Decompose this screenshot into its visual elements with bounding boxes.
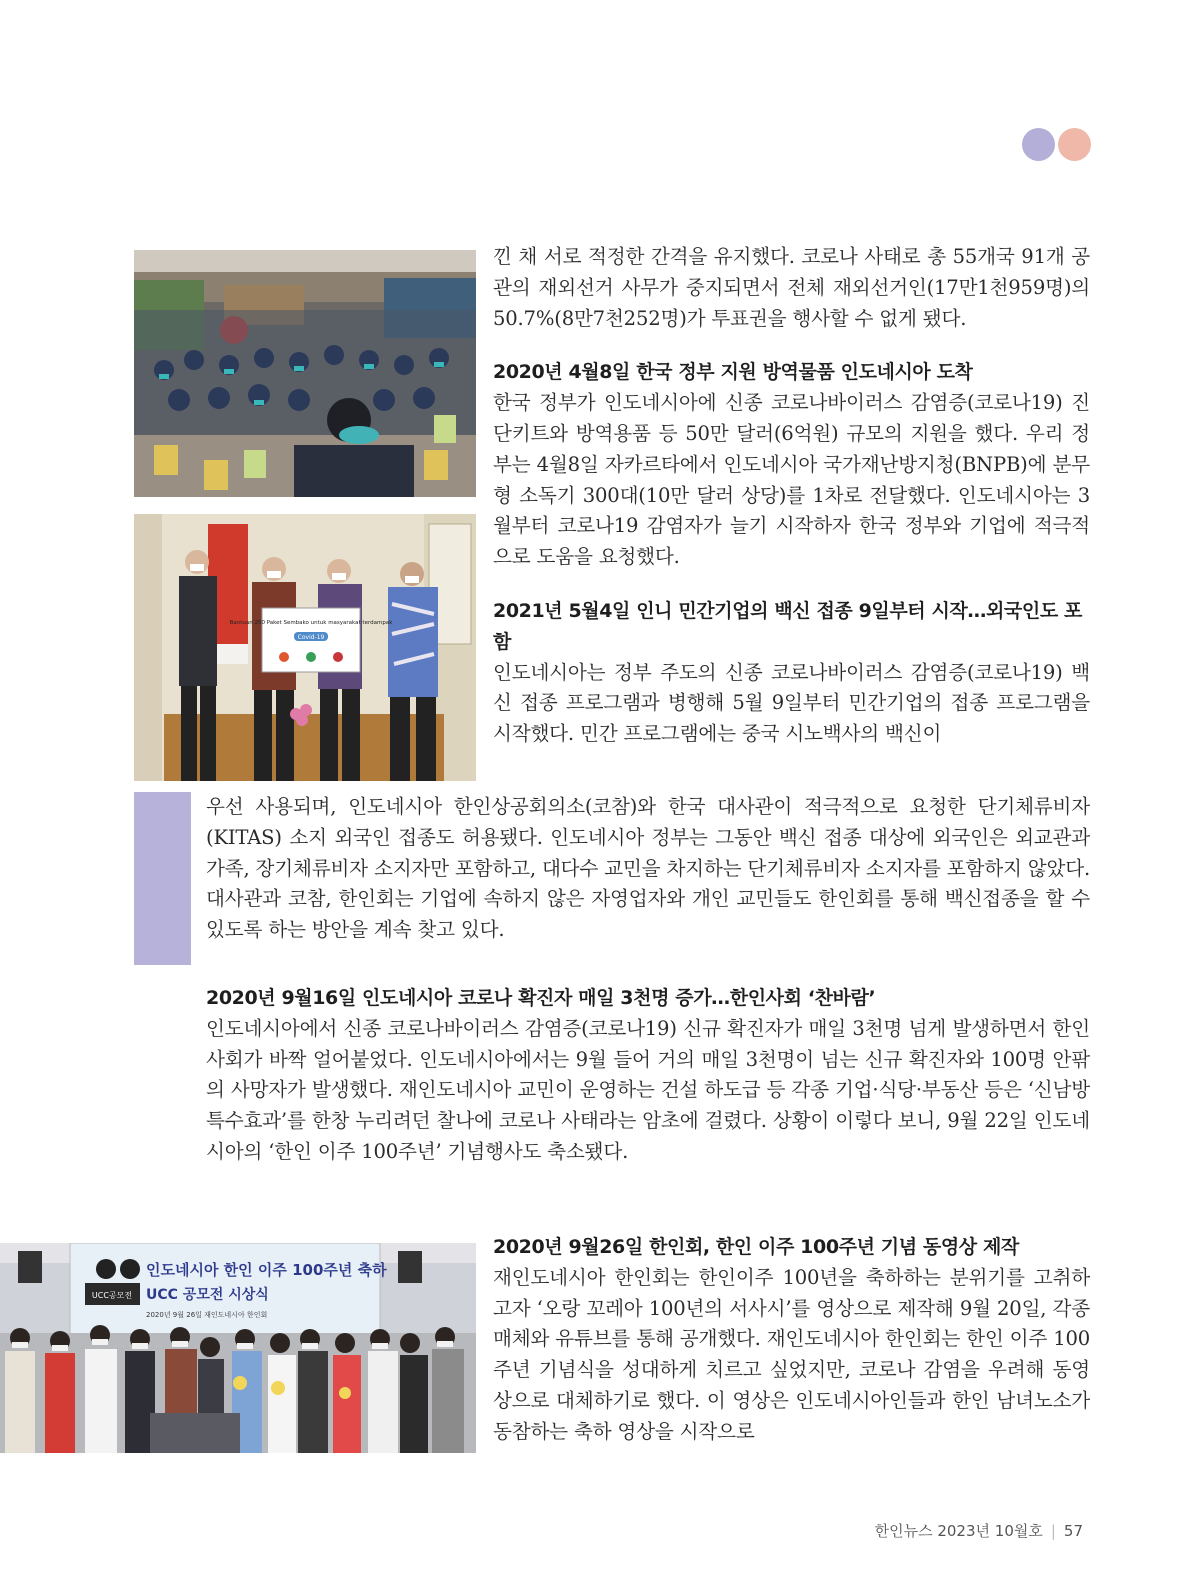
accent-bar	[134, 792, 191, 965]
ucc-banner-subtitle: UCC 공모전 시상식	[146, 1287, 269, 1303]
section-1-body: 한국 정부가 인도네시아에 신종 코로나바이러스 감염증(코로나19) 진단키트와 방역용품 등 50만 달러(6억원) 규모의 지원을 했다. 우리 정부는 4월8일 자카르타에서 인도네시아 국가재난방지청(BNPB)에 분무형 소독기 300대(10만 달러 상당)를 1차로 전달했다. 인도네시아는 3월부터 코로나19 감염자가 늘기 시작하자 한국 정부와 기업에 적극적으로 도움을 요청했다.	[493, 391, 1090, 569]
photo-ucc-award	[0, 1243, 476, 1453]
decor-dot-purple	[1022, 128, 1055, 161]
page-footer	[875, 1520, 1083, 1541]
ucc-side-label: UCC공모전	[91, 1291, 133, 1300]
publication-name: 한인뉴스 2023년 10월호	[874, 1522, 1043, 1540]
section-2-title: 2021년 5월4일 인니 민간기업의 백신 접종 9일부터 시작…외국인도 포함	[493, 599, 1082, 653]
page-number: 57	[1063, 1522, 1083, 1540]
covid-badge-text: Covid-19	[297, 634, 325, 641]
section-2-body-b: 우선 사용되며, 인도네시아 한인상공회의소(코참)와 한국 대사관이 적극적으로 요청한 단기체류비자(KITAS) 소지 외국인 접종도 허용됐다. 인도네시아 정부는 그동안 백신 접종 대상에 외국인은 외교관과 가족, 장기체류비자 소지자만 포함하고, 대다수 교민을 차지하는 단기체류비자 소지자를 포함하지 않았다. 대사관과 코참, 한인회는 기업에 속하지 않은 자영업자와 개인 교민들도 한인회를 통해 백신접종을 할 수 있도록 하는 방안을 계속 찾고 있다.	[206, 795, 1090, 942]
section-4-body: 재인도네시아 한인회는 한인이주 100년을 축하하는 분위기를 고취하고자 ‘오랑 꼬레아 100년의 서사시’를 영상으로 제작해 9월 20일, 각종 매체와 유튜브를 통해 공개했다. 재인도네시아 한인회는 한인 이주 100주년 기념식을 성대하게 치르고 싶었지만, 코로나 감염을 우려해 동영상으로 대체하기로 했다. 이 영상은 인도네시아인들과 한인 남녀노소가 동참하는 축하 영상을 시작으로	[493, 1265, 1090, 1443]
footer-separator: |	[1050, 1522, 1056, 1540]
section-4-title: 2020년 9월26일 한인회, 한인 이주 100주년 기념 동영상 제작	[493, 1236, 1019, 1258]
photo-children-aid	[134, 250, 476, 497]
ucc-banner-title: 인도네시아 한인 이주 100주년 축하	[146, 1261, 387, 1279]
donation-sign-text: Bantuan 250 Paket Sembako untuk masyarakat terdampak	[229, 620, 393, 626]
section-3-body: 인도네시아에서 신종 코로나바이러스 감염증(코로나19) 신규 확진자가 매일 3천명 넘게 발생하면서 한인사회가 바짝 얼어붙었다. 인도네시아에서는 9월 들어 거의 매일 3천명이 넘는 신규 확진자와 100명 안팎의 사망자가 발생했다. 재인도네시아 교민이 운영하는 건설 하도급 등 각종 기업·식당·부동산 등은 ‘신남방 특수효과’를 한창 누리려던 찰나에 코로나 사태라는 암초에 걸렸다. 상황이 이렇다 보니, 9월 22일 인도네시아의 ‘한인 이주 100주년’ 기념행사도 축소됐다.	[206, 1016, 1090, 1163]
photo-donation-ceremony-image	[134, 514, 476, 781]
right-column-top	[493, 242, 1090, 750]
photo-ucc-award-image	[0, 1243, 476, 1453]
intro-paragraph: 낀 채 서로 적정한 간격을 유지했다. 코로나 사태로 총 55개국 91개 공관의 재외선거 사무가 중지되면서 전체 재외선거인(17만1천959명)의 50.7%(8만7천252명)가 투표권을 행사할 수 없게 됐다.	[493, 245, 1090, 330]
ucc-banner-date: 2020년 9월 26일 재인도네시아 한인회	[146, 1311, 268, 1319]
section-1-title: 2020년 4월8일 한국 정부 지원 방역물품 인도네시아 도착	[493, 361, 973, 384]
section-2-body-a: 인도네시아는 정부 주도의 신종 코로나바이러스 감염증(코로나19) 백신 접종 프로그램과 병행해 5월 9일부터 민간기업의 접종 프로그램을 시작했다. 민간 프로그램에는 중국 시노백사의 백신이	[493, 660, 1090, 746]
section-3-title: 2020년 9월16일 인도네시아 코로나 확진자 매일 3천명 증가…한인사회 ‘찬바람’	[206, 986, 876, 1009]
photo-children-aid-image	[134, 250, 476, 497]
right-column-bottom	[493, 1232, 1090, 1448]
decor-dot-peach	[1058, 128, 1091, 161]
full-width-column	[206, 792, 1090, 1168]
photo-donation-ceremony	[134, 514, 476, 781]
